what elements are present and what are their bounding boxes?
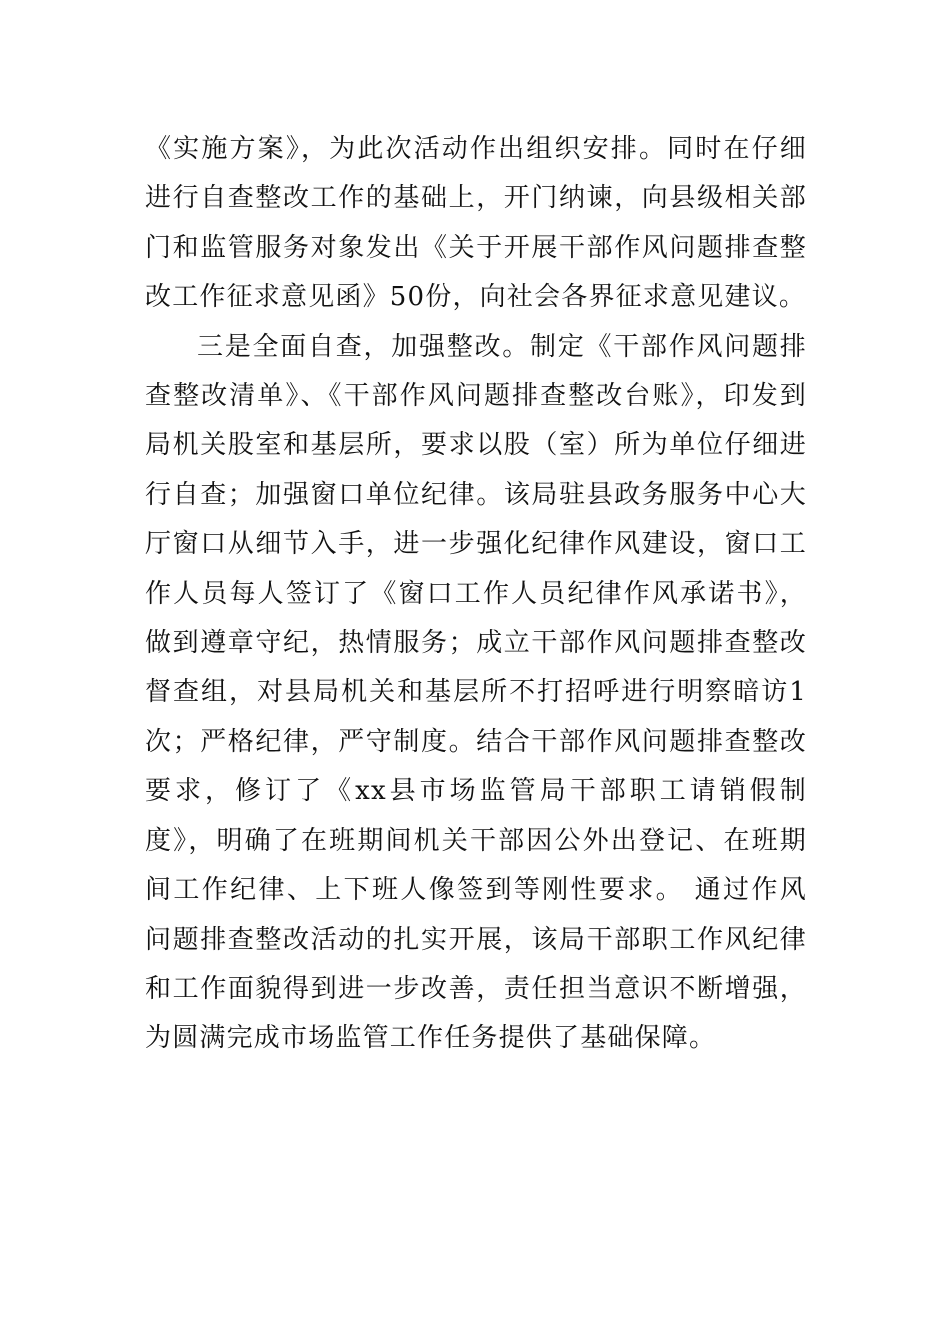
paragraph-continuation: 《实施方案》，为此次活动作出组织安排。同时在仔细进行自查整改工作的基础上，开门纳谏，向县级相关部门和监管服务对象发出《关于开展干部作风问题排查整改工作征求意见函》50份，向社会各界征求意见建议。	[145, 134, 807, 313]
paragraph-self-inspection: 三是全面自查，加强整改。制定《干部作风问题排查整改清单》、《干部作风问题排查整改台账》，印发到局机关股室和基层所，要求以股（室）所为单位仔细进行自查；加强窗口单位纪律。该局驻县政务服务中心大厅窗口从细节入手，进一步强化纪律作风建设，窗口工作人员每人签订了《窗口工作人员纪律作风承诺书》，做到遵章守纪，热情服务；成立干部作风问题排查整改督查组，对县局机关和基层所不打招呼进行明察暗访1次；严格纪律，严守制度。结合干部作风问题排查整改要求，修订了《xx县市场监管局干部职工请销假制度》，明确了在班期间机关干部因公外出登记、在班期间工作纪律、上下班人像签到等刚性要求。 通过作风问题排查整改活动的扎实开展，该局干部职工作风纪律和工作面貌得到进一步改善，责任担当意识不断增强，为圆满完成市场监管工作任务提供了基础保障。	[145, 331, 807, 1054]
document-body	[145, 125, 807, 1064]
